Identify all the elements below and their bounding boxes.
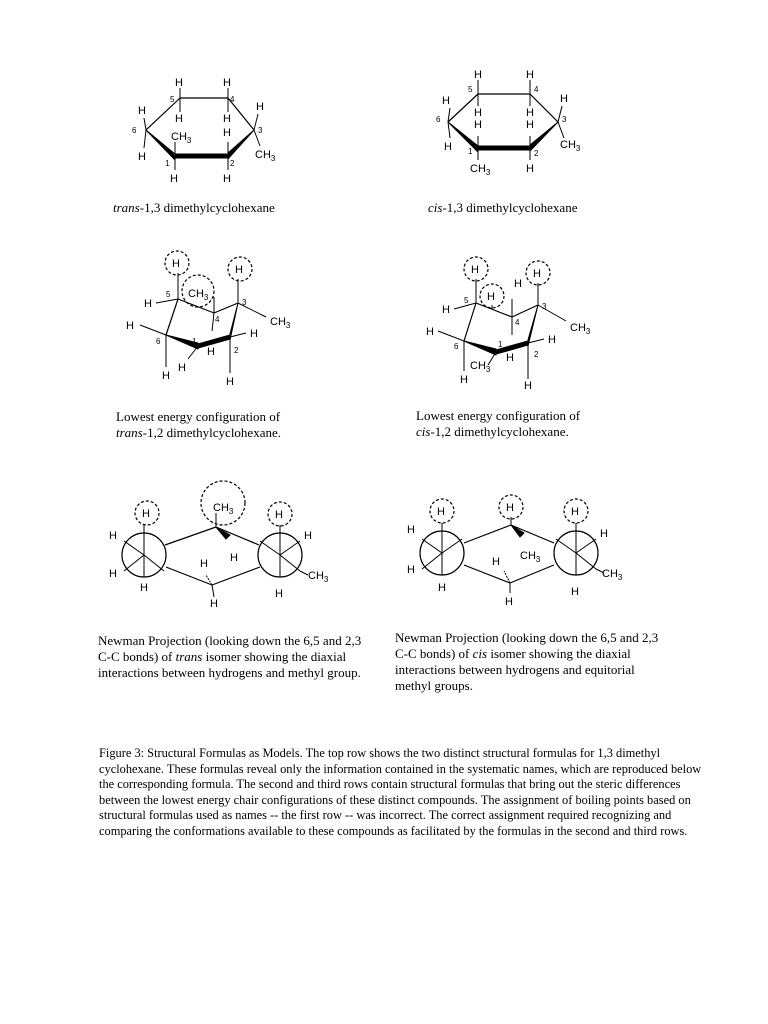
atom-h: H [471, 264, 479, 276]
methyl-label: $CH_3$ [213, 502, 234, 516]
ring-number: 2 [534, 149, 539, 158]
ring-number: 4 [230, 95, 235, 104]
ring-number: 6 [132, 126, 137, 135]
methyl-label: $CH_3$ [602, 568, 623, 582]
atom-h: H [474, 107, 482, 119]
ring-number: 3 [542, 302, 547, 311]
methyl-label: $CH_3$ [470, 360, 491, 374]
atom-h: H [407, 524, 415, 536]
trans-chair-conformation [120, 245, 310, 395]
atom-h: H [560, 93, 568, 105]
atom-h: H [571, 506, 579, 518]
methyl-label: $CH_3$ [270, 316, 291, 330]
atom-h: H [144, 298, 152, 310]
atom-h: H [444, 141, 452, 153]
methyl-label: $CH_3$ [470, 163, 491, 177]
atom-h: H [223, 77, 231, 89]
ring-number: 6 [454, 342, 459, 351]
atom-h: H [235, 264, 243, 276]
ring-number: 3 [258, 126, 263, 135]
atom-h: H [138, 151, 146, 163]
ring-number: 4 [215, 315, 220, 324]
atom-h: H [223, 113, 231, 125]
atom-h: H [223, 127, 231, 139]
cis-newman-projection [398, 487, 638, 617]
ring-number: 5 [166, 290, 171, 299]
ring-number: 2 [234, 346, 239, 355]
atom-h: H [178, 362, 186, 374]
atom-h: H [487, 291, 495, 303]
cis-chair-conformation [420, 253, 610, 403]
methyl-label: $CH_3$ [255, 149, 276, 163]
cis-1-3-name: cis-1,3 dimethylcyclohexane [428, 200, 578, 215]
atom-h: H [207, 346, 215, 358]
atom-h: H [172, 258, 180, 270]
atom-h: H [426, 326, 434, 338]
atom-h: H [460, 374, 468, 386]
ring-number: 6 [156, 337, 161, 346]
atom-h: H [514, 278, 522, 290]
atom-h: H [526, 107, 534, 119]
ring-number: 1 [468, 147, 473, 156]
atom-h: H [526, 163, 534, 175]
atom-h: H [524, 380, 532, 392]
atom-h: H [438, 582, 446, 594]
methyl-label: $CH_3$ [520, 550, 541, 564]
ring-number: 1 [165, 159, 170, 168]
trans-1-3-structural-formula [120, 70, 290, 190]
atom-h: H [162, 370, 170, 382]
atom-h: H [109, 530, 117, 542]
atom-h: H [506, 352, 514, 364]
atom-h: H [600, 528, 608, 540]
atom-h: H [226, 376, 234, 388]
atom-h: H [256, 101, 264, 113]
atom-h: H [442, 95, 450, 107]
ring-number: 5 [468, 85, 473, 94]
ring-number: 4 [534, 85, 539, 94]
trans-newman-projection [100, 475, 340, 615]
atom-h: H [304, 530, 312, 542]
methyl-label: $CH_3$ [560, 139, 581, 153]
cis-newman-caption: Newman Projection (looking down the 6,5 and 2,3 C-C bonds) of cis isomer showing the diaxial interactions between hydrogens and equitorial methyl groups. [395, 630, 659, 693]
atom-h: H [437, 506, 445, 518]
trans-1-3-name: trans-1,3 dimethylcyclohexane [113, 200, 275, 215]
ring-number: 1 [192, 337, 197, 346]
atom-h: H [506, 502, 514, 514]
atom-h: H [474, 119, 482, 131]
methyl-label: $CH_3$ [570, 322, 591, 336]
atom-h: H [250, 328, 258, 340]
ring-number: 3 [242, 298, 247, 307]
atom-h: H [230, 552, 238, 564]
ring-number: 2 [230, 159, 235, 168]
atom-h: H [442, 304, 450, 316]
atom-h: H [109, 568, 117, 580]
atom-h: H [140, 582, 148, 594]
atom-h: H [275, 588, 283, 600]
ring-number: 5 [170, 95, 175, 104]
trans-chair-caption: Lowest energy configuration of trans-1,2 dimethylcyclohexane. [116, 409, 281, 440]
atom-h: H [526, 119, 534, 131]
ring-number: 2 [534, 350, 539, 359]
atom-h: H [548, 334, 556, 346]
trans-newman-caption: Newman Projection (looking down the 6,5 and 2,3 C-C bonds) of trans isomer showing the diaxial interactions between hydrogens and methyl group. [98, 633, 362, 680]
cis-1-3-structural-formula [430, 66, 600, 186]
atom-h: H [200, 558, 208, 570]
ring-number: 4 [515, 318, 520, 327]
ring-number: 6 [436, 115, 441, 124]
atom-h: H [407, 564, 415, 576]
methyl-label: $CH_3$ [188, 288, 209, 302]
atom-h: H [175, 113, 183, 125]
atom-h: H [492, 556, 500, 568]
atom-h: H [526, 69, 534, 81]
atom-h: H [533, 268, 541, 280]
figure-caption: Figure 3: Structural Formulas as Models. The top row shows the two distinct structural formulas for 1,3 dimethyl cyclohexane. These formulas reveal only the information contained in the systematic names, which are reproduced below the corresponding formula. The second and third rows contain structural formulas that bring out the steric differences between the lowest energy chair configurations of these distinct compounds. The assignment of boiling points based on structural formulas used as names -- the first row -- was incorrect. The correct assignment required recognizing and comparing the conformations available to these compounds as facilitated by the formulas in the second and third rows. [99, 746, 702, 838]
atom-h: H [571, 586, 579, 598]
atom-h: H [223, 173, 231, 185]
atom-h: H [210, 598, 218, 610]
atom-h: H [142, 508, 150, 520]
methyl-label: $CH_3$ [308, 570, 329, 584]
atom-h: H [138, 105, 146, 117]
atom-h: H [474, 69, 482, 81]
atom-h: H [126, 320, 134, 332]
atom-h: H [170, 173, 178, 185]
ring-number: 1 [498, 340, 503, 349]
atom-h: H [505, 596, 513, 608]
methyl-label: $CH_3$ [171, 131, 192, 145]
atom-h: H [275, 509, 283, 521]
atom-h: H [175, 77, 183, 89]
cis-chair-caption: Lowest energy configuration of cis-1,2 dimethylcyclohexane. [416, 408, 581, 439]
ring-number: 5 [464, 296, 469, 305]
ring-number: 3 [562, 115, 567, 124]
